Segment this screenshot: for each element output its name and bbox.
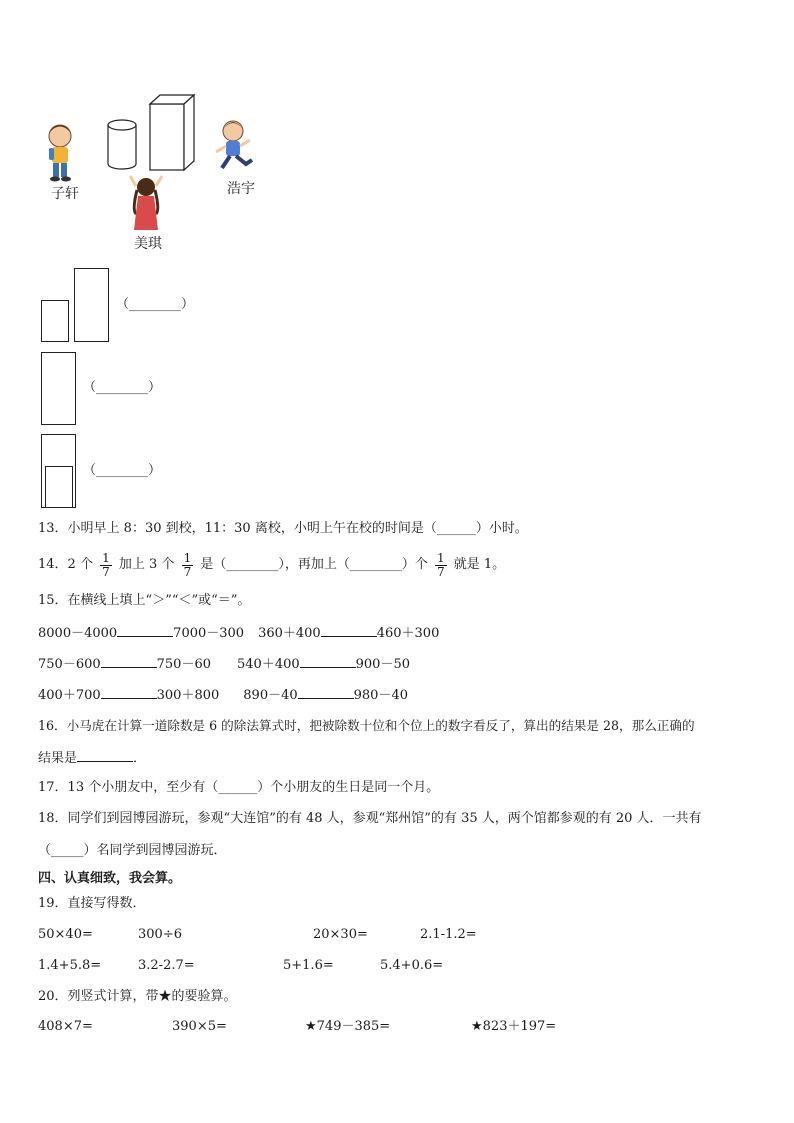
view-2-rect (41, 352, 76, 425)
question-13: 13．小明早上 8：30 到校，11：30 离校，小明上午在校的时间是（______）小时。 (38, 521, 528, 536)
question-18-line-1: 18．同学们到园博园游玩，参观“大连馆”的有 48 人，参观“郑州馆”的有 35 人，两个馆都参观的有 20 人．一共有 (38, 811, 702, 826)
q19-item: 5+1.6= (283, 958, 334, 973)
fraction-1: $\frac{1}{7}$ (102, 550, 110, 579)
question-17: 17．13 个小朋友中，至少有（______）个小朋友的生日是同一个月。 (38, 780, 440, 795)
fraction-3: $\frac{1}{7}$ (437, 550, 445, 579)
q15-row-2: 750－600 750－60 540＋400 900－50 (38, 657, 410, 672)
question-15-title: 15．在横线上填上“＞”“＜”或“＝”。 (38, 593, 251, 608)
question-18-line-2: （_____）名同学到园博园游玩． (38, 843, 227, 858)
name-haoyu: 浩宇 (227, 181, 255, 197)
view-1-tall-rect (74, 268, 109, 342)
question-16-line-1: 16．小马虎在计算一道除数是 6 的除法算式时，把被除数十位和个位上的数字看反了，算出的结果是 28，那么正确的 (38, 718, 695, 733)
view-1-answer: （________） (116, 297, 195, 312)
figure-drawing (40, 90, 280, 255)
view-2-answer: （________） (83, 380, 162, 395)
view-3-inner-rect (45, 466, 73, 508)
view-figure (40, 90, 280, 255)
q19-item: 3.2-2.7= (138, 958, 195, 973)
question-19-title: 19．直接写得数． (38, 896, 146, 911)
q20-item: ★823＋197= (471, 1019, 557, 1034)
question-16-line-2: 结果是 ． (38, 751, 147, 766)
fraction-2: $\frac{1}{7}$ (183, 550, 192, 579)
question-20-title: 20．列竖式计算，带★的要验算。 (38, 989, 237, 1004)
q15-blank (300, 655, 356, 668)
view-1-small-rect (41, 300, 69, 342)
q15-row-3: 400＋700 300＋800 890－40 980－40 (38, 688, 408, 703)
q19-item: 5.4+0.6= (380, 958, 444, 973)
boy-zixuan-icon (49, 125, 71, 182)
q15-blank (101, 686, 157, 699)
question-14: 14．2 个 $\frac{1}{7}$ 加上 3 个 $\frac{1}{7}$ 是（________），再加上（________）个 $\frac{1}{7}$ 就是 1。 (38, 550, 506, 579)
name-zixuan: 子轩 (51, 186, 79, 202)
q19-item: 2.1-1.2= (420, 927, 477, 942)
boy-haoyu-icon (216, 121, 252, 168)
q20-item: 390×5= (172, 1019, 227, 1034)
view-3-answer: （________） (83, 463, 162, 478)
q15-blank (117, 624, 173, 637)
q19-item: 300÷6 (138, 927, 182, 942)
q19-item: 20×30= (313, 927, 368, 942)
q20-item: ★749－385= (305, 1019, 391, 1034)
section-4-title: 四、认真细致，我会算。 (38, 871, 182, 886)
q20-item: 408×7= (38, 1019, 93, 1034)
q15-blank (321, 624, 377, 637)
q15-blank (101, 655, 157, 668)
cylinder-shape (108, 120, 136, 169)
girl-meiqi-icon (130, 176, 162, 230)
q15-row-1: 8000－4000 7000－300 360＋400 460＋300 (38, 626, 440, 641)
q16-blank (77, 749, 133, 762)
q15-blank (298, 686, 354, 699)
q19-item: 50×40= (38, 927, 93, 942)
q13-blank: ______ (436, 521, 476, 536)
name-meiqi: 美琪 (134, 236, 162, 252)
q18-blank: _____ (51, 843, 84, 858)
q17-blank: ______ (218, 780, 258, 795)
cuboid-shape (150, 95, 194, 170)
q19-item: 1.4+5.8= (38, 958, 102, 973)
